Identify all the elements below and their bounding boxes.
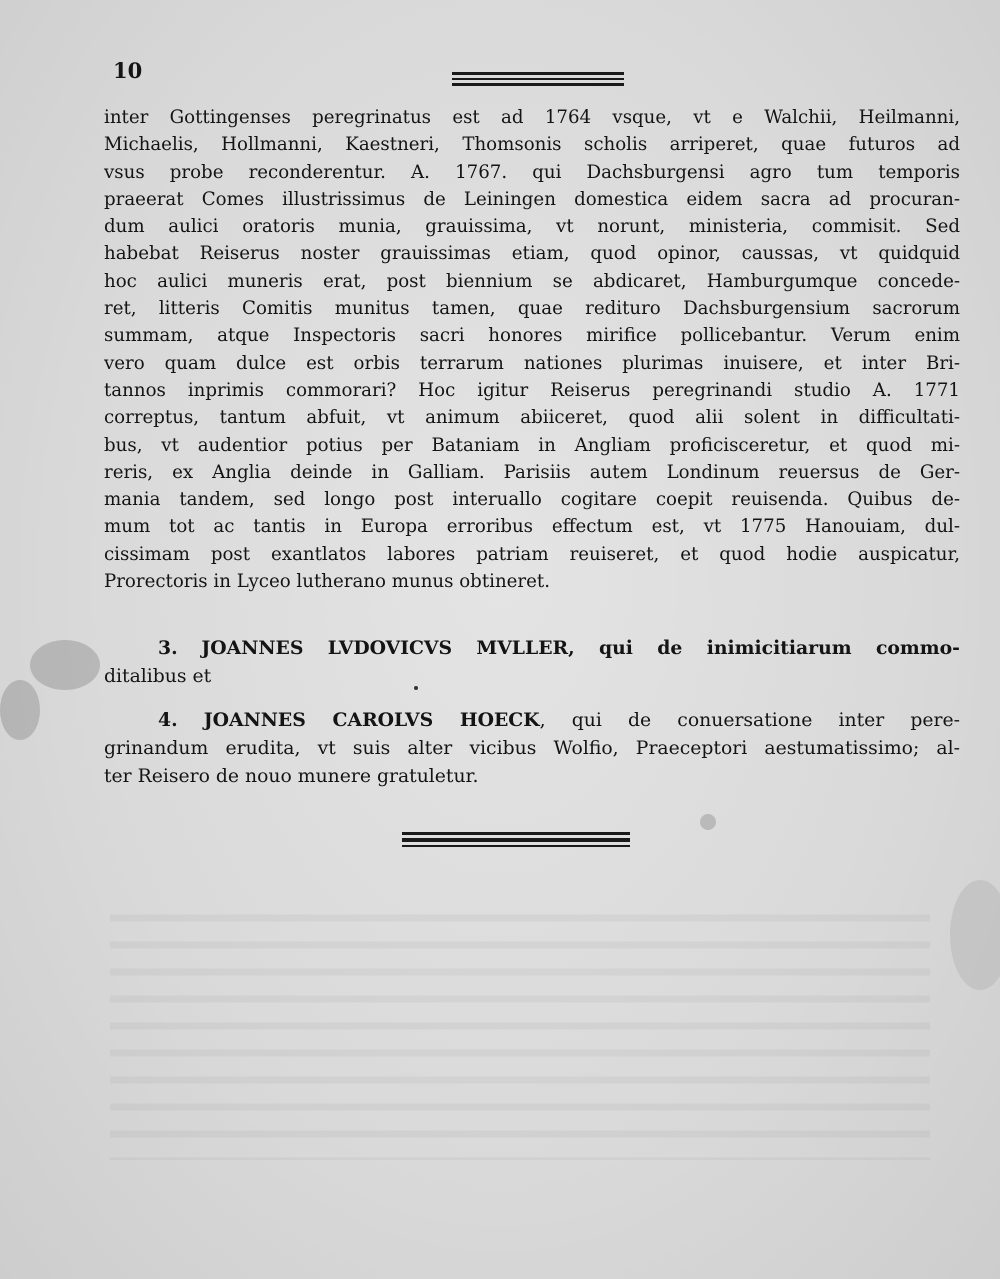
entry-number: 3. [158, 637, 178, 659]
entry-text: , qui de conuersatione inter pere- [539, 710, 960, 731]
body-line: vsus probe reconderentur. A. 1767. qui Dachsburgensi agro tum temporis [104, 161, 960, 183]
body-line: Prorectoris in Lyceo lutherano munus obtineret. [104, 571, 550, 593]
entry-line: grinandum erudita, vt suis alter vicibus Wolfio, Praeceptori aestumatissimo; al- [104, 738, 960, 759]
entry-name: JOANNES LVDOVICVS MVLLER [201, 637, 569, 659]
end-rule [402, 832, 630, 848]
body-line: bus, vt audentior potius per Bataniam in Angliam proficisceretur, et quod mi- [104, 434, 960, 456]
body-line: Michaelis, Hollmanni, Kaestneri, Thomsonis scholis arriperet, quae futuros ad [104, 134, 960, 156]
ink-spot [700, 814, 716, 830]
ink-dot [414, 686, 418, 690]
body-line: ret, litteris Comitis munitus tamen, quae redituro Dachsburgensium sacrorum [104, 298, 960, 320]
body-line: praeerat Comes illustrissimus de Leiningen domestica eidem sacra ad procuran- [104, 188, 960, 210]
entry-line [104, 634, 960, 663]
water-stain [30, 640, 100, 690]
body-line: habebat Reiserus noster grauissimas etiam, quod opinor, caussas, vt quidquid [104, 243, 960, 265]
entry-line: ter Reisero de nouo munere gratuletur. [104, 766, 479, 787]
entry-number: 4. [158, 709, 178, 731]
entry-text: , qui de inimicitiarum commo- [568, 637, 960, 659]
body-line: dum aulici oratoris munia, grauissima, vt norunt, ministeria, commisit. Sed [104, 216, 960, 238]
body-line: correptus, tantum abfuit, vt animum abiiceret, quod alii solent in difficultati- [104, 407, 960, 429]
entry-name: JOANNES CAROLVS HOECK [203, 709, 540, 731]
body-line: mum tot ac tantis in Europa erroribus effectum est, vt 1775 Hanouiam, dul- [104, 516, 960, 538]
entry-3 [104, 634, 960, 691]
body-line: reris, ex Anglia deinde in Galliam. Parisiis autem Londinum reuersus de Ger- [104, 461, 960, 483]
body-line: mania tandem, sed longo post interuallo cogitare coepit reuisenda. Quibus de- [104, 489, 960, 511]
body-line: inter Gottingenses peregrinatus est ad 1764 vsque, vt e Walchii, Heilmanni, [104, 107, 960, 128]
entry-line: ditalibus et [104, 666, 212, 687]
bleed-through-text [110, 900, 930, 1160]
body-text [104, 104, 960, 595]
page-number: 10 [113, 58, 143, 83]
body-line: hoc aulici muneris erat, post biennium se abdicaret, Hamburgumque concede- [104, 270, 960, 292]
water-stain [950, 880, 1000, 990]
body-line: tannos inprimis commorari? Hoc igitur Reiserus peregrinandi studio A. 1771 [104, 379, 960, 401]
body-line: vero quam dulce est orbis terrarum nationes plurimas inuisere, et inter Bri- [104, 352, 960, 374]
header-rule [452, 72, 624, 86]
entry-4 [104, 706, 960, 791]
water-stain [0, 680, 40, 740]
body-line: summam, atque Inspectoris sacri honores mirifice pollicebantur. Verum enim [104, 325, 960, 347]
body-line: cissimam post exantlatos labores patriam reuiseret, et quod hodie auspicatur, [104, 543, 960, 565]
entry-line [104, 706, 960, 735]
